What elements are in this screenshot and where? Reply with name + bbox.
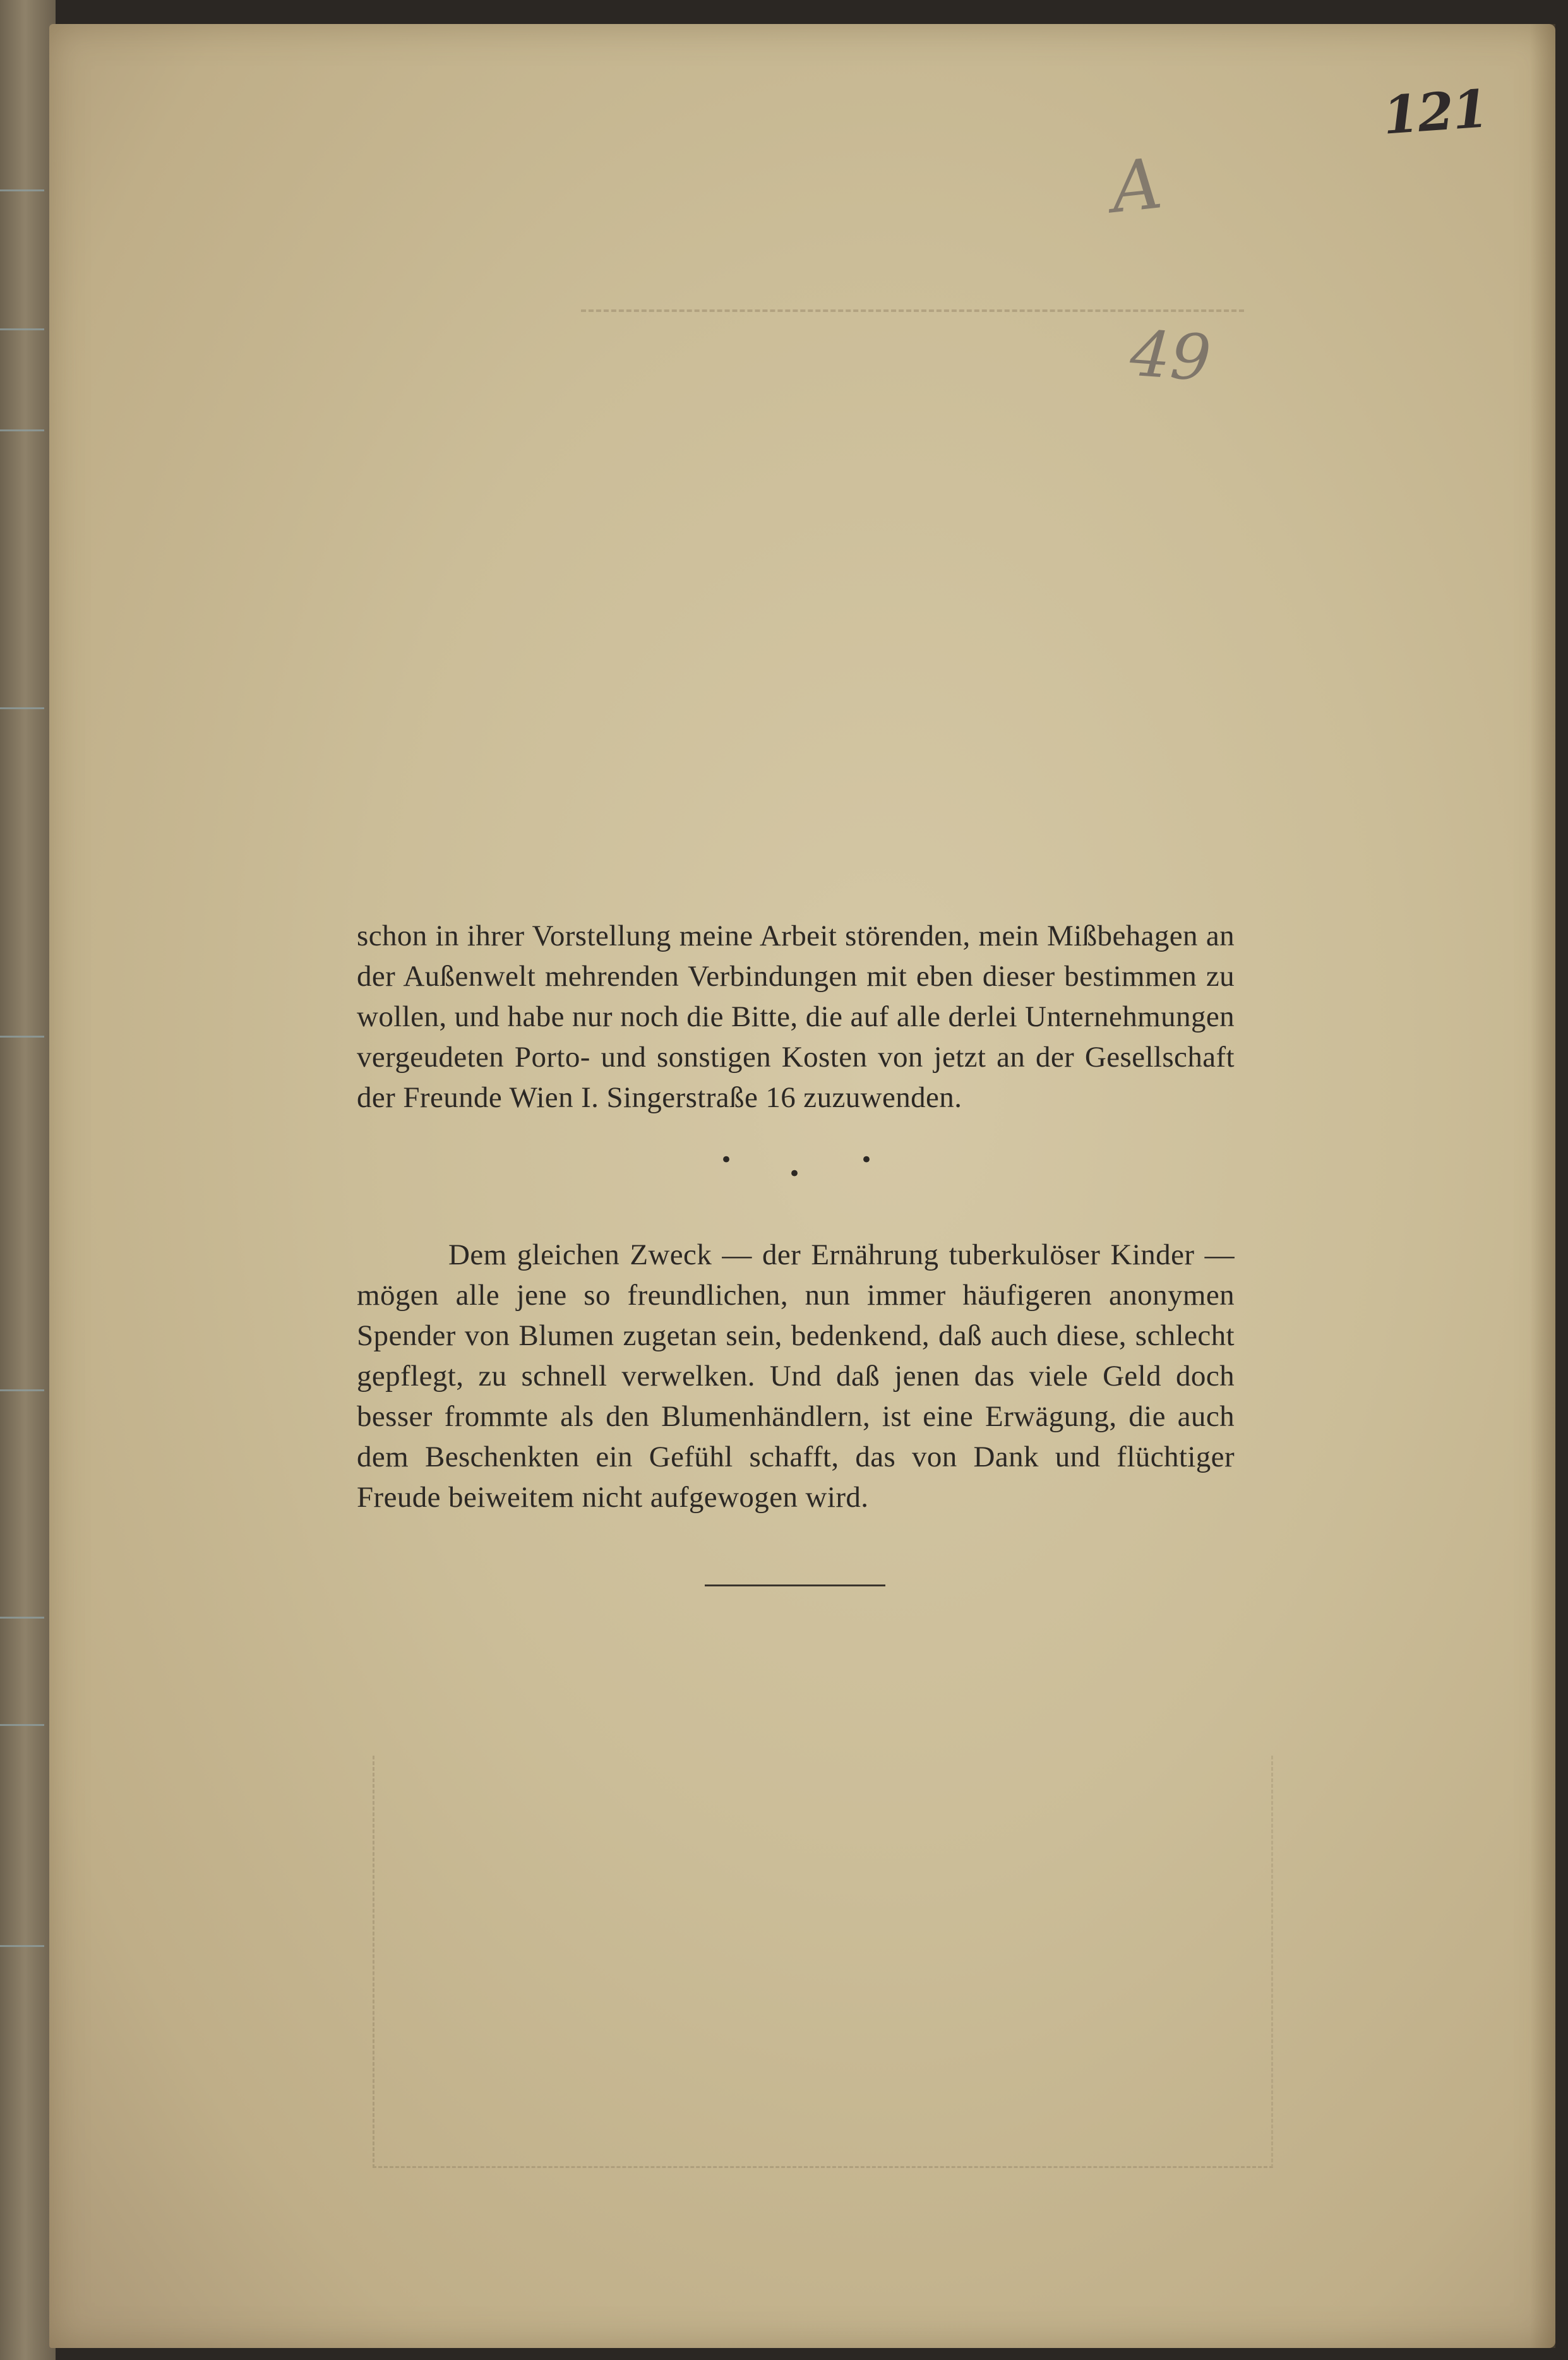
folio-number: 121 [1380, 78, 1490, 147]
pencil-mark: A [1107, 143, 1166, 229]
binding-rule [0, 1724, 44, 1726]
faint-top-rule [581, 309, 1244, 312]
paragraph-1: schon in ihrer Vorstellung meine Arbeit störenden, mein Mißbehagen an der Außenwelt mehrenden Verbindungen mit eben dieser bestimmen zu wollen, und habe nur noch die Bitte, die auf alle derlei Unternehmungen vergeudeten Porto- und sonstigen Kosten von jetzt an der Gesellschaft der Freunde Wien I. Singerstraße 16 zuzuwenden. [357, 919, 1235, 1114]
binding-rule [0, 189, 44, 191]
binding-strip [0, 0, 56, 2360]
paragraph-2: Dem gleichen Zweck — der Ernährung tuberkulöser Kinder — mögen alle jene so freundlichen, nun immer häufigeren anonymen Spender von Blumen zugetan sein, bedenkend, daß auch diese, schlecht gepflegt, zu schnell verwelken. Und daß jenen das viele Geld doch besser frommte als den Blumenhändlern, ist eine Erwägung, die auch dem Beschenkten ein Gefühl schafft, das von Dank und flüchtiger Freude beiweitem nicht aufgewogen wird. [357, 1238, 1235, 1514]
faint-frame-imprint [373, 1756, 1273, 2168]
separator-dot: • [860, 1147, 873, 1173]
closing-rule [705, 1584, 885, 1586]
binding-rule [0, 707, 44, 709]
page-edge-shadow [1530, 24, 1555, 2348]
binding-rule [0, 1389, 44, 1391]
binding-rule [0, 429, 44, 431]
binding-rule [0, 328, 44, 330]
binding-rule [0, 1945, 44, 1947]
separator-dot: • [720, 1147, 733, 1173]
separator-dots [720, 1149, 884, 1187]
separator-dot: • [788, 1161, 801, 1187]
binding-rule [0, 1617, 44, 1619]
binding-rule [0, 1036, 44, 1038]
pencil-number: 49 [1128, 316, 1214, 396]
